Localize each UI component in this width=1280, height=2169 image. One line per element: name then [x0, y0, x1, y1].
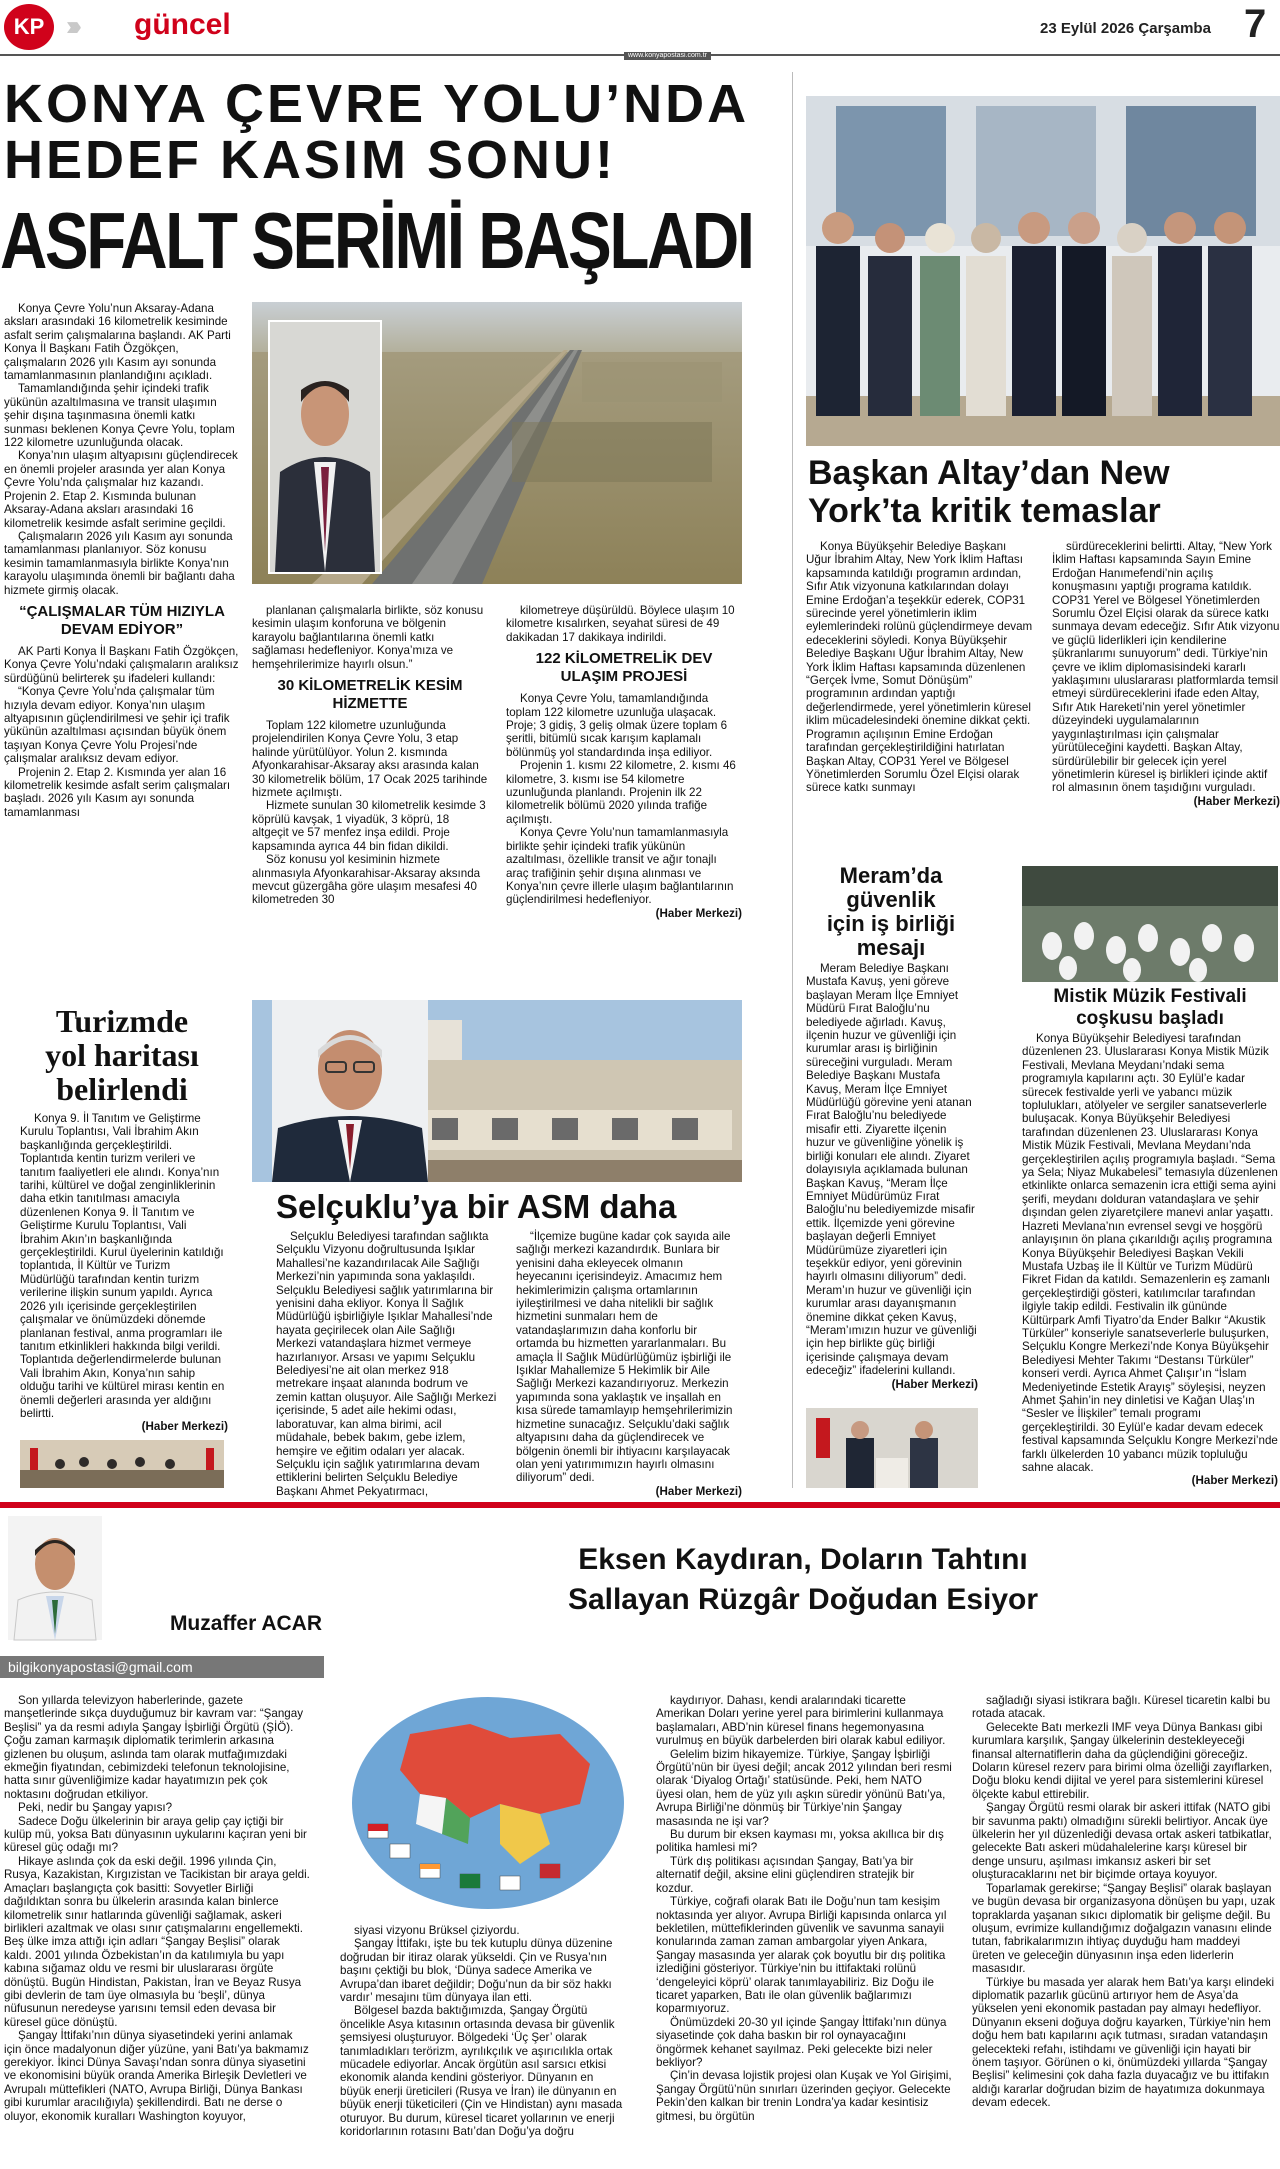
altay-col1: [806, 540, 1034, 834]
paragraph: Sadece Doğu ülkelerinin bir araya gelip çay içtiği bir kulüp mü, yoksa Batı dünyasının uykularını kaçıran yeni bir küresel güç odağı mı?: [4, 1814, 307, 1855]
paragraph: “Konya Çevre Yolu’nda çalışmalar tüm hızıyla devam ediyor. Konya’nın ulaşım altyapısının güçlendirilmesi ve şehir içi trafik yükünün azaltılması açısından büyük önem taşıyan Konya Çevre Yolu Projesi’nde çalışmalar aralıksız devam ediyor.: [4, 685, 230, 766]
asm-headline: Selçuklu’ya bir ASM daha: [276, 1188, 677, 1225]
section-divider: [0, 1502, 1280, 1508]
lead-subhead-1: “ÇALIŞMALAR TÜM HIZIYLA DEVAM EDİYOR”: [19, 602, 225, 638]
mistik-headline: [1022, 986, 1278, 1030]
paragraph: Türkiye bu masada yer alarak hem Batı’ya karşı elindeki diplomatik pazarlık gücünü artırıyor hem de Asya’da yükselen yeni ekonomik pastadan pay almayı hedefliyor. Dünyanın ekseni doğuya doğru kayarken, Türkiye’nin hem doğu hem batı kapılarını açık tutması, sıradan vatandaşın gelecekteki refahı, istihdamı ve güvenliği için hayati bir önem taşıyor. Görünen o ki, önümüzdeki yıllarda “Şangay Beşlisi” kelimesini çok daha fazla duyacağız ve bu ittifakın aldığı kararlar doğrudan bizim de hayatımıza dokunmaya devam edecek.: [972, 1975, 1275, 2110]
logo-badge[interactable]: KP: [4, 4, 54, 50]
paragraph: Konya Büyükşehir Belediye Başkanı Uğur İbrahim Altay, New York İklim Haftası kapsamında katıldığı programın ardından, Sıfır Atık vizyonuna katkılarından dolayı Emine Erdoğan’a teşekkür ederek, COP31 sürecinde yerel yönetimlerin iklim eylemlerindeki rolünü güçlendirmeye devam edeceklerini söyledi. Konya Büyükşehir Belediye Başkanı Uğur İbrahim Altay, New York İklim Haftası kapsamında düzenlenen “Gerçek İvme, Somut Dönüşüm” programının ardından yaptığı değerlendirmede, yerel yönetimlerin küresel iklim mücadelesindeki önemine dikkat çekti. Programın açılışının Emine Erdoğan tarafından gerçekleştirildiğini hatırlatan Başkan Altay, COP31 Yerel ve Bölgesel Yönetimlerden Sorumlu Özel Elçisi olarak sürece katkı sunmayı: [806, 540, 1033, 795]
column-col4: [972, 1694, 1276, 2164]
mistik-body: [1022, 1032, 1278, 1496]
paragraph: sürdüreceklerini belirtti. Altay, “New York İklim Haftası kapsamında Sayın Emine Erdoğan Hanımefendi’nin açılış konuşmasını yaptığı programa katıldık. COP31 Yerel ve Bölgesel Yönetimlerden Sorumlu Özel Elçisi olarak da sürece katkı sunmaya devam edeceğiz. Sıfır Atık vizyonu ve güçlü liderlikleri için kendilerine şükranlarımı sunuyorum” dedi. Türkiye’nin çevre ve iklim diplomasisindeki kararlı yaklaşımını uluslararası platformlarda temsil etmeyi sürdüreceklerini ifade eden Altay, Sıfır Atık Hareketi’nin yerel yönetimler düzeyindeki uygulamalarının yaygınlaştırılması için çalışmalar yürütüleceğini kaydetti. Başkan Altay, sürdürülebilir bir gelecek için yerel yönetimlerin küresel iş birlikleri içinde aktif rol almasının önem taşıdığını vurguladı.: [1052, 540, 1280, 795]
paragraph: Konya Çevre Yolu, tamamlandığında toplam 122 kilometre uzunluğa ulaşacak. Proje; 3 gidiş, 3 geliş olmak üzere toplam 6 şeritli, bitümlü sıcak karışım kaplamalı bölünmüş yol standardında inşa ediliyor.: [506, 692, 728, 759]
turizm-headline: [4, 1004, 240, 1106]
paragraph: Projenin 1. kısmı 22 kilometre, 2. kısmı 46 kilometre, 3. kısmı ise 54 kilometre uzunluğunda planlandı. Projenin ilk 22 kilometrelik bölümü 2020 yılında trafiğe açılmıştı.: [506, 759, 736, 826]
paragraph: Son yıllarda televizyon haberlerinde, gazete manşetlerinde sıkça duyduğumuz bir kavram var: “Şangay Beşlisi” ya da resmi adıyla Şangay İşbirliği Örgütü (ŞİÖ). Çoğu zaman karmaşık diplomatik terimlerin arkasına gizlenen bu oluşum, aslında tam olarak mutfağımızdaki ekmeğin fiyatından, cebimizdeki telefonun teknolojisine, hatta sınır güvenliğimize kadar hayatımızın pek çok noktasını doğrudan etkiliyor.: [4, 1694, 303, 1801]
paragraph: Bu durum bir eksen kayması mı, yoksa akıllıca bir dış politika hamlesi mi?: [656, 1828, 944, 1855]
masthead: [0, 0, 1280, 59]
pekyatirmaci-portrait-photo[interactable]: [272, 1000, 428, 1182]
paragraph: planlanan çalışmalarla birlikte, söz konusu kesimin ulaşım konforuna ve bölgenin karayolu bağlantılarına önemli katkı sağlaması hedefleniyor. Konya’mıza ve hemşehrilerimize hayırlı olsun.”: [252, 604, 484, 671]
paragraph: Toplam 122 kilometre uzunluğunda projelendirilen Konya Çevre Yolu, 3 etap halinde yürütülüyor. Yolun 2. kısmında Afyonkarahisar-Aksaray aksı arasında kalan 30 kilometrelik bölüm, 17 Ocak 2025 tarihinde hizmete açılmıştı.: [252, 719, 488, 800]
altay-headline: Başkan Altay’dan New York’ta kritik temaslar: [808, 454, 1170, 530]
sco-world-map-illustration[interactable]: [350, 1694, 626, 1912]
column-divider: [792, 72, 793, 1488]
asm-agency: (Haber Merkezi): [655, 1484, 742, 1498]
lead-col3: [506, 604, 742, 968]
paragraph: AK Parti Konya İl Başkanı Fatih Özgökçen, Konya Çevre Yolu’ndaki çalışmaların aralıksız sürdüğünü belirterek şu ifadeleri kullandı:: [4, 644, 239, 685]
paragraph: Gelecekte Batı merkezli IMF veya Dünya Bankası gibi kurumlara karşılık, Şangay ülkelerinin destekleyeceği finansal alternatiflerin daha da güçlendiğini göreceğiz. Doların küresel rezerv para birimi olma özelliği zayıflarken, Doğu bloku kendi dijital ve yerel para sistemlerini küresel ölçekte kabul ettirebilir.: [972, 1720, 1273, 1801]
paragraph: Önümüzdeki 20-30 yıl içinde Şangay İttifakı’nın dünya siyasetinde çok daha baskın bir rol oynayacağını öngörmek kehanet sayılmaz. Peki gelecekte bizi neler bekliyor?: [656, 2015, 947, 2069]
paragraph: Türk dış politikası açısından Şangay, Batı’ya bir alternatif değil, aksine elini güçlendiren stratejik bir kozdur.: [656, 1854, 915, 1895]
paragraph: Bölgesel bazda baktığımızda, Şangay Örgütü öncelikle Asya kıtasının ortasında devasa bir güvenlik şemsiyesi oluşturuyor. Bölgedeki ‘Üç Şer’ olarak tanımladıkları terörizm, ayrılıkçılık ve aşırıcılıkla ortak mücadele ediyorlar. Ancak örgütün asıl sarsıcı etkisi ekonomik alanda kendini gösteriyor. Dünyanın en büyük enerji üreticileri (Rusya ve İran) ile dünyanın en büyük enerji tüketicileri (Çin ve Hindistan) aynı masada oturuyor. Bu durum, küresel ticaret yollarının ve enerji koridorlarının rotasını Batı’dan Doğu’ya doğru: [340, 2004, 623, 2139]
paragraph: siyasi vizyonu Brüksel çiziyordu.: [354, 1924, 520, 1937]
column-title: [330, 1540, 1276, 1620]
delegation-photo[interactable]: [806, 96, 1280, 446]
column-col2: [340, 1924, 626, 2164]
author-email[interactable]: bilgikonyapostasi@gmail.com: [0, 1656, 324, 1678]
meram-visit-photo[interactable]: [806, 1408, 978, 1488]
meram-agency: (Haber Merkezi): [891, 1377, 978, 1391]
paragraph: Şangay İttifakı, işte bu tek kutuplu dünya düzenine doğrudan bir itiraz olarak yükseldi. Çin ve Rusya’nın başını çektiği bu blok, ‘Dünya sadece Amerika ve Avrupa’dan ibaret değildir; Doğu’nun da bir söz hakkı vardır’ mesajını tüm dünyaya ilan etti.: [340, 1937, 613, 2005]
lead-subhead-2: 30 KİLOMETRELİK KESİM HİZMETTE: [277, 677, 463, 713]
turizm-headline-l3: belirlendi: [56, 1071, 188, 1107]
paragraph: Konya Büyükşehir Belediyesi tarafından düzenlenen 23. Uluslararası Konya Mistik Müzik Festivali, Mevlana Meydanı’ndaki sema programıyla kapılarını açtı. 30 Eylül’e kadar sürecek festivalde yerli ve yabancı müzik toplulukları, atölyeler ve sergiler sanatseverlerle buluşacak. Konya Büyükşehir Belediyesi tarafından düzenlenen 23. Uluslararası Konya Mistik Müzik Festivali, Mevlana Meydanı’nda gerçekleştirilen açılış programıyla başladı. “Sema ya Sela; Niyaz Mukabelesi” temasıyla düzenlenen etkinlikte onlarca semazenin icra ettiği sema ayini şerifi, meydanı dolduran vatandaşlara ve şehir dışından gelen ziyaretçilere manevi anlar yaşattı. Hazreti Mevlana’nın evrensel sevgi ve hoşgörü anlayışının ön plana çıkarıldığı açılış programına Konya Büyükşehir Belediyesi Başkan Vekili Mustafa Uzbaş ile İl Kültür ve Turizm Müdürü Fikret Fidan da katıldı. Semazenlerin eş zamanlı gerçekleştirdiği gösteri, katılımcılar tarafından ilgiyle takip edildi. Festivalin ilk gününde Kültürpark Amfi Tiyatro’da Ender Balkır “Akustik Türküler” konseriyle sanatseverlerle buluşurken, Selçuklu Kongre Merkezi’nde Konya Büyükşehir Belediyesi Mehter Takımı “Destansı Türküler” konseri verdi. Ayrıca Ahmet Çalışır’ın “İslam Medeniyetinde Estetik Arayış” söyleşisi, neyzen Ahmet Şahin’in ney dinletisi ve Kağan Ulaş’ın “Sesler ve İlişkiler” temalı programı gerçekleştirildi. 30 Eylül’e kadar devam edecek festival kapsamında Selçuklu Kongre Merkezi’nde farklı ülkelerden 10 yabancı müzik topluluğu sahne alacak.: [1022, 1032, 1278, 1474]
paragraph: Hizmete sunulan 30 kilometrelik kesimde 3 köprülü kavşak, 1 viyadük, 3 köprü, 18 altgeçit ve 57 menfez inşa edildi. Proje kapsamında ayrıca 44 bin fidan dikildi.: [252, 799, 486, 853]
paragraph: Konya Çevre Yolu’nun tamamlanmasıyla birlikte şehir içindeki trafik yükünün azaltılması, özellikle transit ve ağır tonajlı araç trafiğinin şehir dışına alınması ve Konya’nın çevre illerle ulaşım bağlantılarının güçlendirilmesi hedefleniyor.: [506, 826, 734, 907]
paragraph: Selçuklu Belediyesi tarafından sağlıkta Selçuklu Vizyonu doğrultusunda Işıklar Mahallesi’ne kazandırılacak Aile Sağlığı Merkezi’nin yapımında sona yaklaşıldı. Selçuklu Belediyesi sağlık yatırımlarına bir yenisini daha ekliyor. Konya İl Sağlık Müdürlüğü işbirliğiyle Işıklar Mahallesi’nde hayata geçirilecek olan Aile Sağlığı Merkezi vatandaşlara hizmet vermeye hazırlanıyor. Arsası ve yapımı Selçuklu Belediyesi’ne ait olan merkez 918 metrekare inşaat alanında bodrum ve zemin kattan oluşuyor. Aile Sağlığı Merkezi içerisinde, 5 adet aile hekimi odası, laboratuvar, kan alma birimi, acil müdahale, bebek bakım, gebe izlem, hemşire ve eğitim odaları yer alacak. Selçuklu için sağlık yatırımlarına devam ettiklerini belirten Selçuklu Belediye Başkanı Ahmet Pekyatırmacı,: [276, 1230, 497, 1498]
meram-headline-l3: için iş birliği: [826, 911, 956, 936]
ozgokcen-portrait-photo[interactable]: [268, 320, 382, 574]
turizm-headline-l2: yol haritası: [45, 1037, 199, 1073]
column-title-l2: Sallayan Rüzgâr Doğudan Esiyor: [567, 1583, 1039, 1616]
page-date: 23 Eylül 2026 Çarşamba: [1040, 20, 1211, 37]
paragraph: Toparlamak gerekirse; “Şangay Beşlisi” olarak başlayan ve bugün devasa bir organizasyona dönüşen bu yapı, uzak topraklarda yaşanan sıkıcı diplomatik bir gelişme değil. Bu oluşum, evrimize kullandığımız doğalgazın vanasını elinde tutan, fabrikalarımızın ihtiyaç duyduğu ham maddeyi üreten ve geleceğin dünyasının inşa eden liderlerin masasıdır.: [972, 1881, 1275, 1976]
sema-ceremony-photo[interactable]: [1022, 866, 1278, 982]
author-name: Muzaffer ACAR: [169, 1612, 322, 1635]
paragraph: Türkiye, coğrafi olarak Batı ile Doğu’nun tam kesişim noktasında yer alıyor. Avrupa Birliği kapısında onlarca yıl bekletilen, müttefiklerinden güvenlik ve savunma sanayii konularında zaman zaman ambargolar yiyen Ankara, Şangay masasında yer alarak çok boyutlu bir dış politika izlediğini gösteriyor. Türkiye’nin bu ittifaktaki rolünü ‘dengeleyici köprü’ olarak tanımlayabiliriz. Biz Doğu ile ticaret yaparken, Batı ile olan güvenlik bağlarımızı koparmıyoruz.: [656, 1895, 947, 2016]
paragraph: Konya Çevre Yolu’nun Aksaray-Adana aksları arasındaki 16 kilometrelik kesiminde asfalt serim çalışmalarına başlandı. AK Parti Konya İl Başkanı Fatih Özgökçen, çalışmaların 2026 yılı Kasım ayı sonunda tamamlanmasının planlandığını açıkladı.: [4, 302, 231, 383]
asm-col2: [516, 1230, 742, 1498]
paragraph: Projenin 2. Etap 2. Kısmında yer alan 16 kilometrelik kesimde asfalt serim çalışmaları başladı. 2026 yılı Kasım ayı sonunda tamamlanması: [4, 765, 231, 819]
page-number: 7: [1244, 2, 1267, 46]
paragraph: Şangay Örgütü resmi olarak bir askeri ittifak (NATO gibi bir savunma paktı) olmadığını sürekli belirtiyor. Ancak üye ülkelerin her yıl düzenlediği devasa ortak askeri tatbikatlar, gelecekte Batı askeri müdahalelerine karşı küresel bir denge unsuru, aşılması imkansız askeri bir set oluşturacaklarını net bir biçimde ortaya koyuyor.: [972, 1801, 1272, 1882]
paragraph: Konya’nın ulaşım altyapısını güçlendirecek en önemli projeler arasında yer alan Konya Çevre Yolu’nda çalışmalar hız kazandı. Projenin 2. Etap 2. Kısmında bulunan Aksaray-Adana aksları arasındaki 16 kilometrelik kesimde asfalt serimine geçildi.: [4, 449, 238, 530]
column-col3: [656, 1694, 952, 2164]
section-name: güncel: [134, 8, 231, 41]
paragraph: Çin’in devasa lojistik projesi olan Kuşak ve Yol Girişimi, Şangay Örgütü’nün sınırları üzerinden geçiyor. Gelecekte Pekin’den kalkan bir trenin Londra’ya kadar kesintisiz gitmesi, bu örgütün: [656, 2069, 952, 2123]
lead-col2: [252, 604, 488, 968]
lead-col1: [4, 302, 240, 819]
author-photo[interactable]: [8, 1516, 102, 1640]
paragraph: Gelelim bizim hikayemize. Türkiye, Şangay İşbirliği Örgütü’nün bir üyesi değil; ancak 2012 yılından beri resmi olarak ‘Diyalog Ortağı’ statüsünde. Peki, hem NATO üyesi olan, hem de yüz yılı aşkın süredir yönünü Batı’ya, Avrupa Birliği’ne dönmüş bir Türkiye’nin Şangay masasında ne işi var?: [656, 1747, 952, 1828]
turizm-headline-l1: Turizmde: [55, 1003, 189, 1039]
paragraph: Tamamlandığında şehir içindeki trafik yükünün azaltılmasına ve transit ulaşımın şehir dışına taşınmasına önemli katkı sunması beklenen Konya Çevre Yolu, toplam 122 kilometre uzunluğunda olacak.: [4, 382, 235, 450]
column-title-l1: Eksen Kaydıran, Doların Tahtını: [578, 1543, 1028, 1576]
meram-headline: [806, 864, 976, 960]
paragraph: “İlçemize bugüne kadar çok sayıda aile sağlığı merkezi kazandırdık. Bunlara bir yenisini daha ekleyecek olmanın heyecanını içerisindeyiz. Amacımız hem hekimlerimizin çalışma ortamlarının iyileştirilmesi ve daha nitelikli bir sağlık hizmetini sunmaları hem de vatandaşlarımızın daha konforlu bir ortamda bu hizmetten yararlanmaları. Bu amaçla İl Sağlık Müdürlüğümüz işbirliği ile Işıklar Mahallemize 5 Hekimlik bir Aile Sağlığı Merkezi kazandırıyoruz. Merkezin yapımında sona yaklaştık ve inşallah en kısa sürede tamamlayıp hemşehrilerimizin hizmetine sunacağız. Selçuklu’daki sağlık altyapısını daha da güçlendirecek ve bölgenin önemli bir ihtiyacını karşılayacak olan yeni yatırımımızın hayırlı olmasını diliyorum” dedi.: [516, 1230, 733, 1485]
lead-headline: ASFALT SERİMİ BAŞLADI: [0, 196, 753, 285]
altay-col2: [1052, 540, 1280, 834]
paragraph: Hikaye aslında çok da eski değil. 1996 yılında Çin, Rusya, Kazakistan, Kırgızistan ve Tacikistan bir araya geldi. Amaçları başlangıçta çok basitti: Sovyetler Birliği dağıldıktan sonra bu ülkelerin arasında kalan binlerce kilometrelik sınır hatlarında güvenliği sağlamak, askeri birlikleri azaltmak ve olası sınır çatışmalarını engellemekti. Beş ülke imza attığı için adları “Şangay Beşlisi” olarak kaldı. 2001 yılında Özbekistan’ın da katılımıyla bu yapı kabına sığamaz oldu ve resmi bir uluslararası örgüte dönüştü. Bugün Hindistan, Pakistan, İran ve Beyaz Rusya gibi devlerin de tam üye olmasıyla bu ‘beşli’, dünya nüfusunun neredeyse yarısını temsil eden devasa bir küresel güce dönüştü.: [4, 1854, 310, 2029]
meeting-photo[interactable]: [20, 1440, 224, 1488]
meram-headline-l4: mesajı: [856, 935, 926, 960]
column-col1: [4, 1694, 310, 2164]
website-label[interactable]: www.konyapostasi.com.tr: [624, 52, 711, 60]
paragraph: sağladığı siyasi istikrara bağlı. Küresel ticaretin kalbi bu rotada atacak.: [972, 1694, 1271, 1721]
paragraph: Söz konusu yol kesiminin hizmete alınmasıyla Afyonkarahisar-Aksaray aksında mevcut güzergâha göre ulaşım mesafesi 40 kilometreden 30: [252, 853, 481, 907]
turizm-agency: (Haber Merkezi): [141, 1420, 228, 1434]
paragraph: Meram Belediye Başkanı Mustafa Kavuş, yeni göreve başlayan Meram İlçe Emniyet Müdürü Fırat Baloğlu’nu belediyede ağırladı. Kavuş, ilçenin huzur ve güvenliği için kurumlar arası iş birliğinin süreceğini vurguladı. Meram Belediye Başkanı Mustafa Kavuş, Meram İlçe Emniyet Müdürlüğü görevine yeni atanan Fırat Baloğlu’nu belediyede misafir etti. Ziyarette ilçenin huzur ve güvenliğine yönelik iş birliği konuları ele alındı. Ziyaret dolayısıyla açıklamada bulunan Başkan Kavuş, “Meram İlçe Emniyet Müdürümüz Fırat Baloğlu’nu belediyemizde misafir ettik. İlçemizde yeni görevine başlayan değerli Emniyet Müdürümüze ziyaretleri için teşekkür ediyor, yeni görevinin hayırlı olmasını diliyorum” dedi. Meram’ın huzur ve güvenliği için kurumlar arası dayanışmanın önemine dikkat çeken Kavuş, “Meram’ımızın huzur ve güvenliği için hep birlikte güç birliği içerisinde çalışmaya devam edeceğiz” ifadelerini kullandı.: [806, 962, 977, 1378]
mistik-agency: (Haber Merkezi): [1191, 1474, 1278, 1488]
lead-kicker-1: KONYA ÇEVRE YOLU’NDA: [4, 74, 750, 134]
paragraph: Şangay İttifakı’nın dünya siyasetindeki yerini anlamak için önce madalyonun diğer yüzüne, yani Batı’ya bakmamız gerekiyor. İkinci Dünya Savaşı’ndan sonra dünya siyasetini ve ekonomisini büyük oranda Amerika Birleşik Devletleri ve Avrupalı müttefikleri (NATO, Avrupa Birliği, Dünya Bankası gibi kurumlar aracılığıyla) şekillendirdi. Batı ne derse o oluyor, ekonomik kuralları Washington koyuyor,: [4, 2029, 309, 2123]
lead-agency: (Haber Merkezi): [655, 906, 742, 920]
lead-subhead-3: 122 KİLOMETRELİK DEV ULAŞIM PROJESİ: [535, 650, 713, 686]
asm-col1: [276, 1230, 498, 1498]
altay-agency: (Haber Merkezi): [1193, 794, 1280, 808]
paragraph: kilometreye düşürüldü. Böylece ulaşım 10 kilometre kısalırken, seyahat süresi de 49 dakikadan 17 dakikaya indirildi.: [506, 604, 735, 644]
paragraph: Çalışmaların 2026 yılı Kasım ayı sonunda tamamlanması planlanıyor. Söz konusu kesimin tamamlanmasıyla birlikte Konya’nın karayolu ulaşımında önemli bir bağlantı daha hizmete girmiş olacak.: [4, 529, 235, 597]
turizm-body: [20, 1112, 228, 1434]
paragraph: kaydırıyor. Dahası, kendi aralarındaki ticarette Amerikan Doları yerine yerel para birimlerini kullanmaya başlamaları, ABD’nin küresel finans hegemonyasına vurulmuş en büyük darbelerden biri olarak kabul ediliyor.: [656, 1694, 946, 1748]
paragraph: Peki, nedir bu Şangay yapısı?: [18, 1801, 173, 1815]
paragraph: Konya 9. İl Tanıtım ve Geliştirme Kurulu Toplantısı, Vali İbrahim Akın başkanlığında gerçekleştirildi. Toplantıda kentin turizm verileri ve tanıtım faaliyetleri ele alındı. Konya’nın tarihi, kültürel ve doğal zenginliklerinin daha etkin tanıtılması amacıyla düzenlenen Konya 9. İl Tanıtım ve Geliştirme Kurulu Toplantısı, Vali İbrahim Akın’ın başkanlığında gerçekleştirildi. Kurul üyelerinin katıldığı toplantıda, İl Kültür ve Turizm Müdürlüğü tarafından kentin turizm verilerine ilişkin sunum yapıldı. Ayrıca 2026 yılı içerisinde gerçekleştirilen çalışmalar ve önümüzdeki dönemde planlanan festival, anma programları ile tanıtım etkinlikleri hakkında bilgi verildi. Toplantıda değerlendirmelerde bulunan Vali İbrahim Akın, Konya’nın sahip olduğu tarihi ve kültürel mirası kentin en önemli değerleri arasında yer aldığını belirtti.: [20, 1112, 225, 1420]
mistik-headline-l1: Mistik Müzik Festivali: [1053, 986, 1247, 1007]
mistik-headline-l2: coşkusu başladı: [1076, 1008, 1224, 1029]
meram-body: [806, 962, 978, 1404]
meram-headline-l2: güvenlik: [846, 887, 936, 912]
meram-headline-l1: Meram’da: [839, 863, 943, 888]
chevron-icon: ›››: [66, 10, 76, 41]
lead-kicker-2: HEDEF KASIM SONU!: [4, 130, 617, 190]
